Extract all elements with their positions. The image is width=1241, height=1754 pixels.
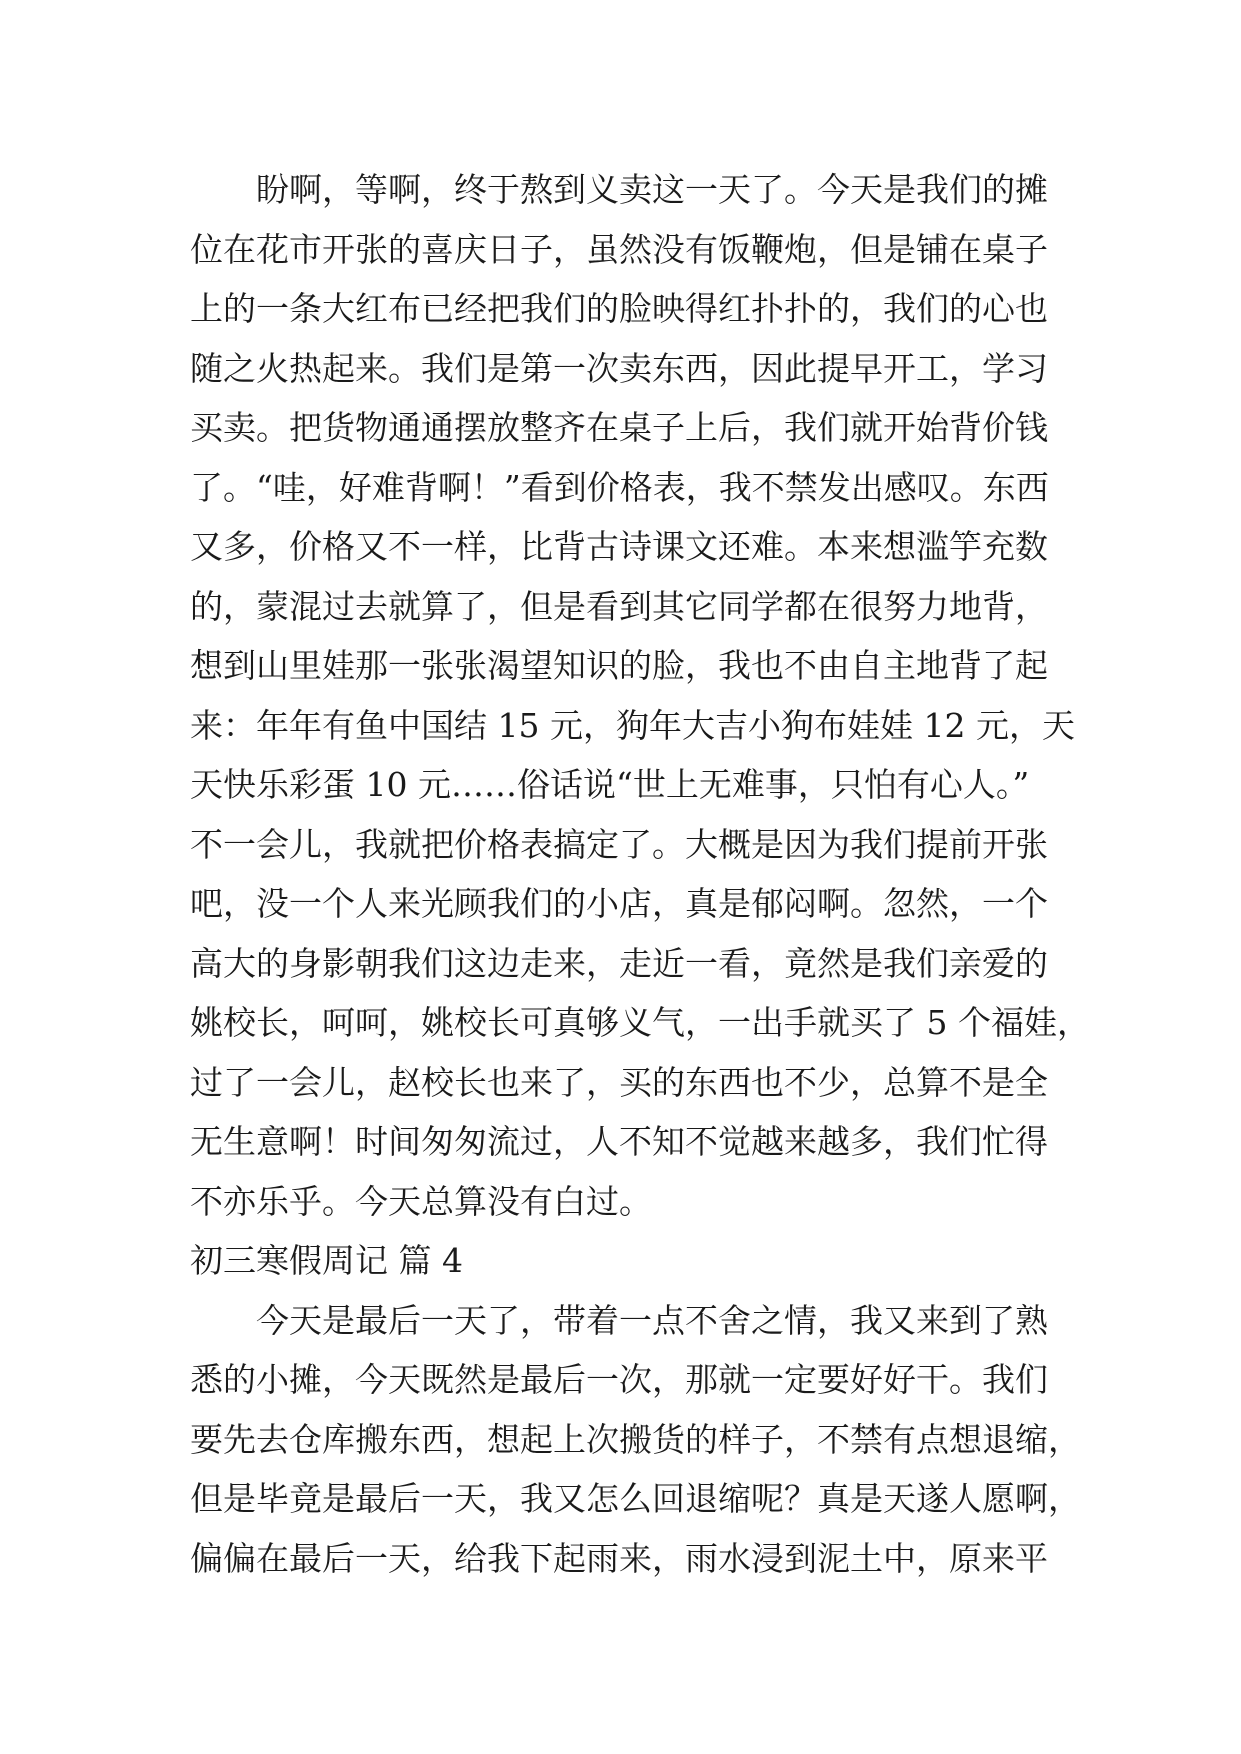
paragraph-line: 要先去仓库搬东西，想起上次搬货的样子，不禁有点想退缩， [190,1419,1081,1459]
paragraph-line: 偏偏在最后一天，给我下起雨来，雨水浸到泥土中，原来平 [190,1538,1048,1578]
paragraph-line: 但是毕竟是最后一天，我又怎么回退缩呢？真是天遂人愿啊， [190,1479,1081,1518]
paragraph-line: 又多，价格又不一样，比背古诗课文还难。本来想滥竽充数 [190,527,1048,566]
paragraph-line: 想到山里娃那一张张渴望知识的脸，我也不由自主地背了起 [190,646,1048,685]
paragraph-line: 不一会儿，我就把价格表搞定了。大概是因为我们提前开张 [190,824,1048,864]
paragraph-line: 随之火热起来。我们是第一次卖东西，因此提早开工，学习 [190,348,1048,388]
paragraph-line: 姚校长，呵呵，姚校长可真够义气，一出手就买了 5 个福娃， [190,1003,1090,1042]
section-heading: 初三寒假周记 篇 4 [190,1241,463,1280]
paragraph-1 [190,160,1090,1231]
paragraph-line: 买卖。把货物通通摆放整齐在桌子上后，我们就开始背价钱 [190,408,1048,447]
paragraph-line: 吧，没一个人来光顾我们的小店，真是郁闷啊。忽然，一个 [190,884,1048,923]
paragraph-line: 来：年年有鱼中国结 15 元，狗年大吉小狗布娃娃 12 元，天 [190,705,1075,745]
paragraph-line: 盼啊，等啊，终于熬到义卖这一天了。今天是我们的摊 [256,170,1048,209]
paragraph-line: 了。“哇，好难背啊！”看到价格表，我不禁发出感叹。东西 [190,467,1049,507]
paragraph-2 [190,1291,1081,1589]
paragraph-line: 悉的小摊，今天既然是最后一次，那就一定要好好干。我们 [190,1360,1048,1399]
paragraph-line: 今天是最后一天了，带着一点不舍之情，我又来到了熟 [256,1300,1048,1340]
document-body [190,160,1090,1588]
paragraph-line: 天快乐彩蛋 10 元……俗话说“世上无难事，只怕有心人。” [190,765,1030,804]
paragraph-line: 位在花市开张的喜庆日子，虽然没有饭鞭炮，但是铺在桌子 [190,229,1048,269]
paragraph-line: 不亦乐乎。今天总算没有白过。 [190,1181,652,1221]
paragraph-line: 无生意啊！时间匆匆流过，人不知不觉越来越多，我们忙得 [190,1122,1048,1161]
paragraph-line: 过了一会儿，赵校长也来了，买的东西也不少，总算不是全 [190,1062,1048,1102]
paragraph-line: 高大的身影朝我们这边走来，走近一看，竟然是我们亲爱的 [190,943,1048,983]
paragraph-line: 的，蒙混过去就算了，但是看到其它同学都在很努力地背， [190,586,1048,626]
paragraph-line: 上的一条大红布已经把我们的脸映得红扑扑的，我们的心也 [190,289,1048,328]
